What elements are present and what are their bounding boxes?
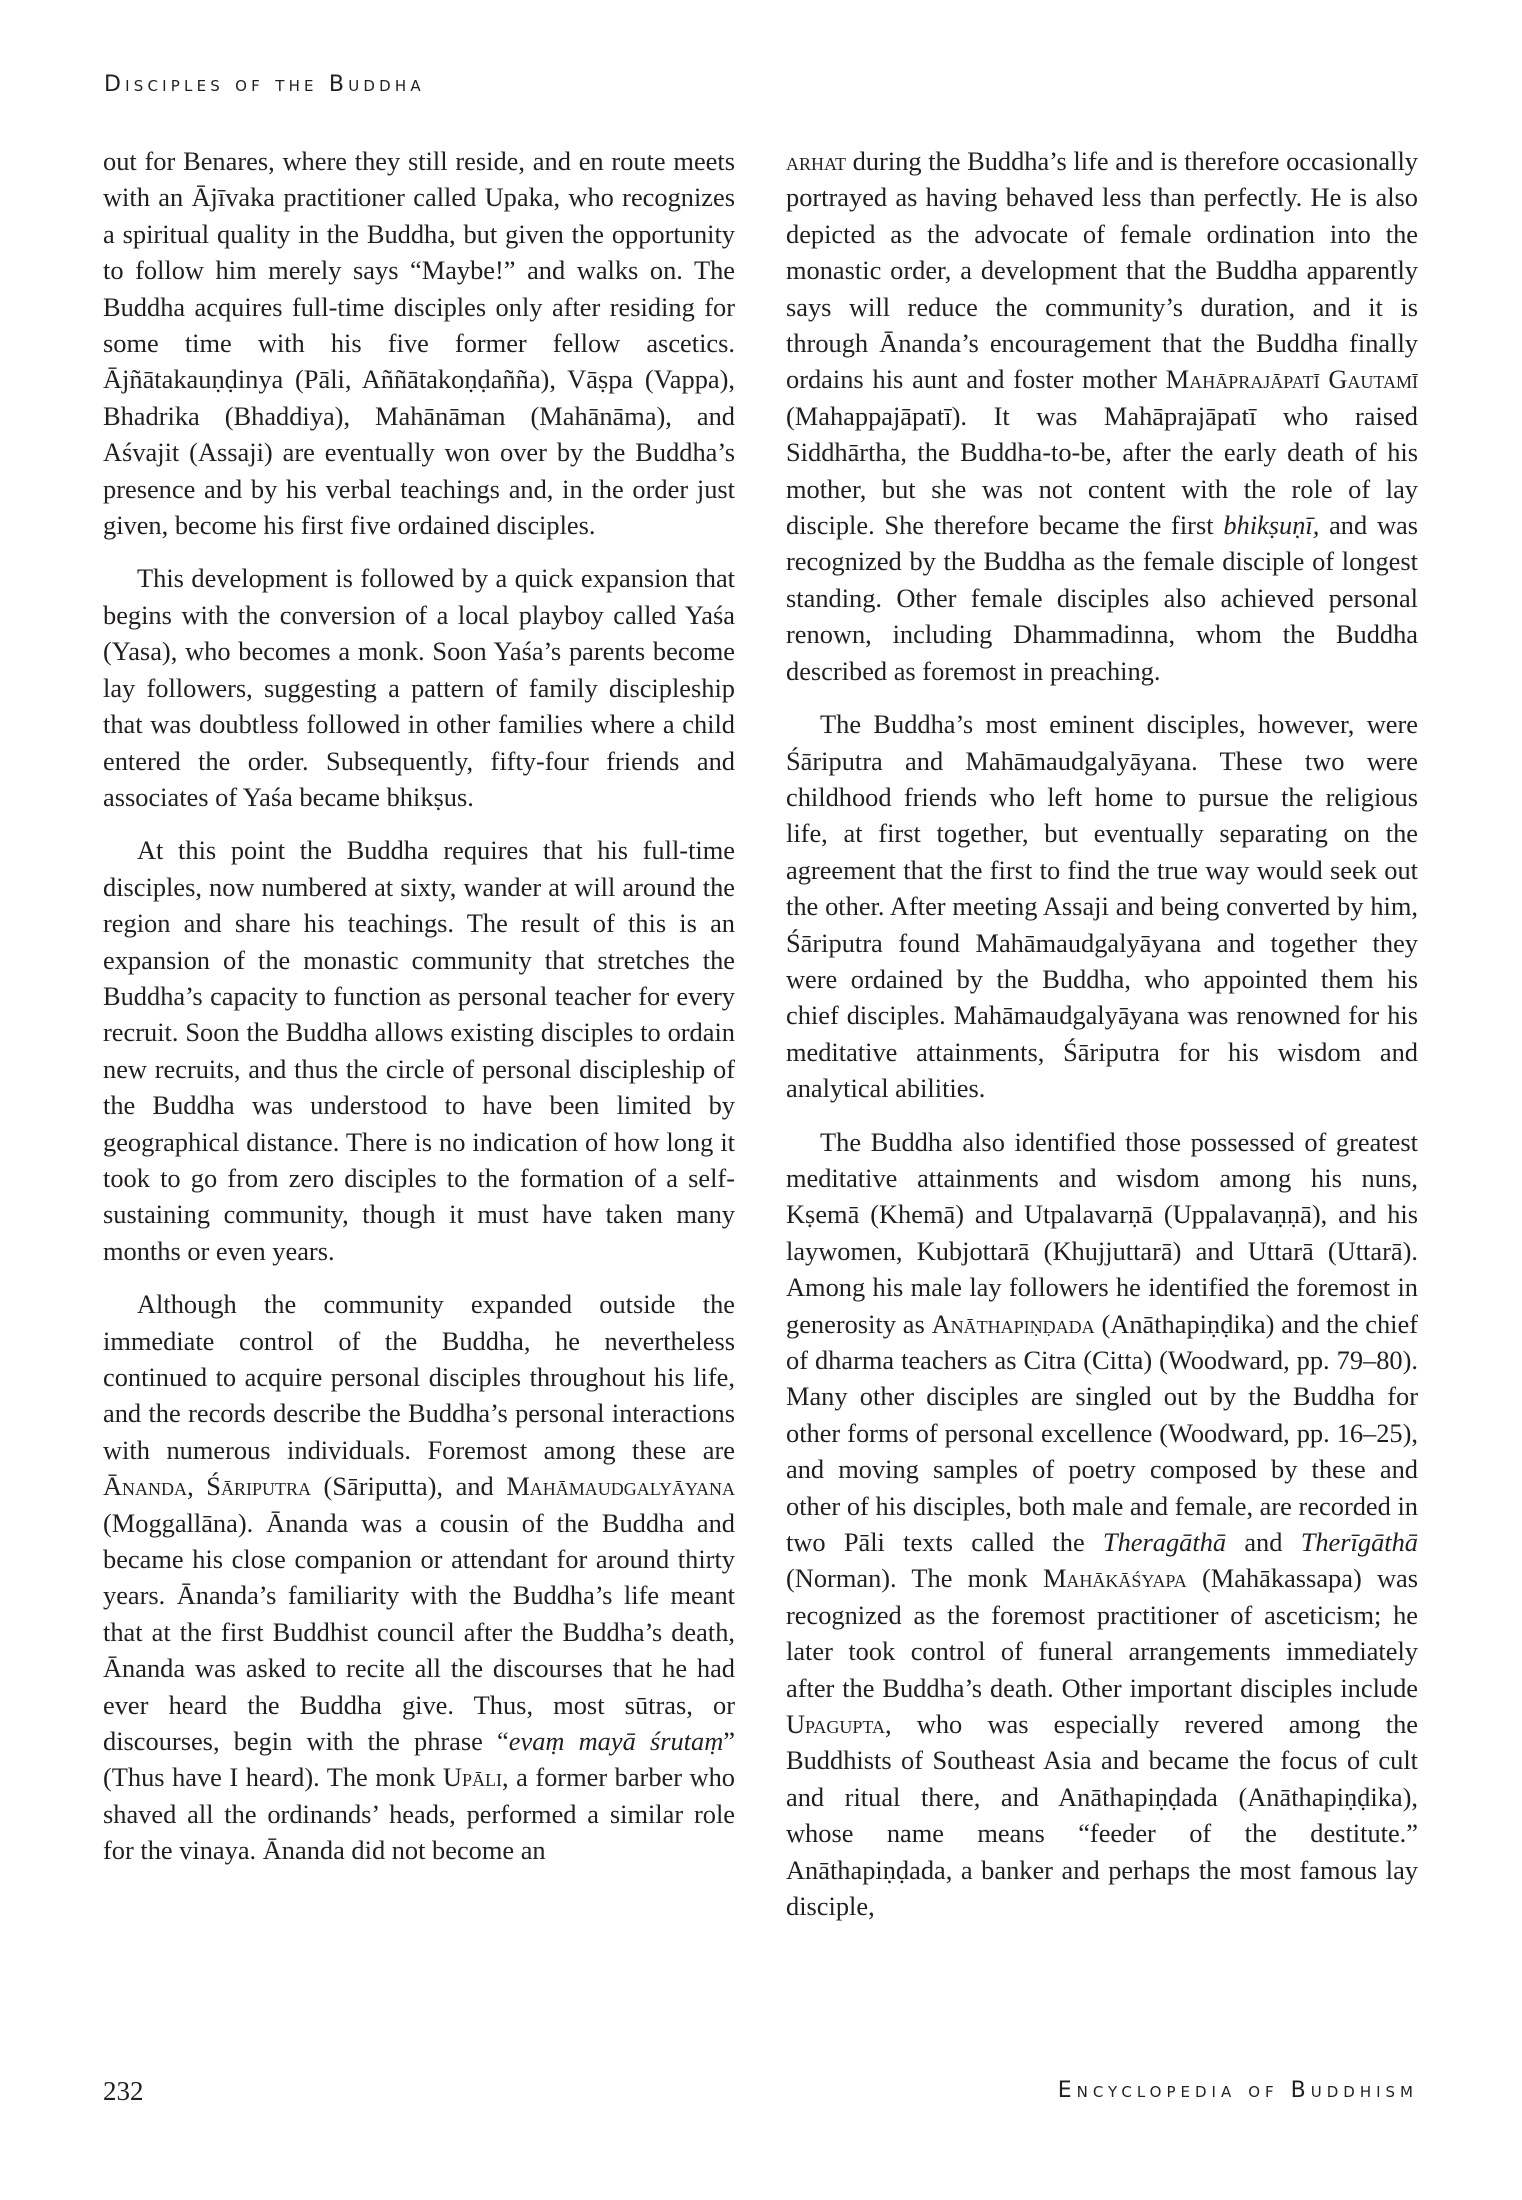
italic-term: Theragāthā: [1102, 1527, 1227, 1558]
text-run: (Mahākassapa) was recognized as the foremost practitioner of asceticism; he later took control of funeral arrangements immediately after the Buddha’s death. Other important disciples include: [786, 1563, 1418, 1703]
body-paragraph: [103, 832, 735, 1269]
cross-reference-term: Anāthapiṇḍada: [931, 1308, 1095, 1339]
text-run: , a former barber who shaved all the ordinands’ heads, performed a similar role for the vinaya. Ānanda did not become an: [103, 1762, 735, 1866]
italic-term: bhikṣuṇī,: [1223, 510, 1320, 541]
text-run: Although the community expanded outside the immediate control of the Buddha, he nevertheless continued to acquire personal disciples throughout his life, and the records describe the Buddha’s personal interactions with numerous individuals. Foremost among these are: [103, 1289, 735, 1465]
text-run: The Buddha’s most eminent disciples, however, were Śāriputra and Mahāmaudgalyāyana. These two were childhood friends who left home to pursue the religious life, at first together, but eventually separating on the agreement that the first to find the true way would seek out the other. After meeting Assaji and being converted by him, Śāriputra found Mahāmaudgalyāyana and together they were ordained by the Buddha, who appointed them his chief disciples. Mahāmaudgalyāyana was renowned for his meditative attainments, Śāriputra for his wisdom and analytical abilities.: [786, 709, 1418, 1104]
text-run: ” (Thus have I heard). The monk: [103, 1726, 735, 1793]
cross-reference-term: Śāriputra: [206, 1471, 311, 1502]
italic-term: evaṃ mayā śrutaṃ: [508, 1726, 724, 1757]
cross-reference-term: Mahāprajāpatī Gautamī: [1165, 364, 1418, 395]
text-run: (Anāthapiṇḍika) and the chief of dharma teachers as Citra (Citta) (Woodward, pp. 79–80). Many other disciples are singled out by the Buddha for other forms of personal excellence (Woodward, pp. 16–25), and moving samples of poetry composed by these and other of his disciples, both male and female, are recorded in two Pāli texts called the: [786, 1308, 1418, 1558]
left-column: [103, 143, 735, 1886]
text-run: and was recognized by the Buddha as the female disciple of longest standing. Other female disciples also achieved personal renown, including Dhammadinna, whom the Buddha described as foremost in preaching.: [786, 510, 1418, 686]
page-number: 232: [103, 2076, 144, 2106]
text-run: and: [1226, 1527, 1301, 1558]
text-run: during the Buddha’s life and is therefore occasionally portrayed as having behaved less than perfectly. He is also depicted as the advocate of female ordination into the monastic order, a development that the Buddha apparently says will reduce the community’s duration, and it is through Ānanda’s encouragement that the Buddha finally ordains his aunt and foster mother: [786, 146, 1418, 395]
cross-reference-term: Upagupta: [786, 1709, 885, 1740]
text-run: ,: [187, 1471, 207, 1502]
body-paragraph: [786, 706, 1418, 1106]
text-run: , who was especially revered among the Buddhists of Southeast Asia and became the focus of cult and ritual there, and Anāthapiṇḍada (Anāthapiṇḍika), whose name means “feeder of the destitute.” Anāthapiṇḍada, a banker and perhaps the most famous lay disciple,: [786, 1709, 1418, 1922]
cross-reference-term: arhat: [786, 146, 847, 176]
cross-reference-term: Ānanda: [103, 1471, 188, 1502]
book-title: Encyclopedia of Buddhism: [1057, 2078, 1418, 2103]
text-run: (Norman). The monk: [786, 1563, 1043, 1594]
cross-reference-term: Upāli: [442, 1762, 502, 1793]
text-run: out for Benares, where they still reside, and en route meets with an Ājīvaka practitioner called Upaka, who recognizes a spiritual quality in the Buddha, but given the opportunity to follow him merely says “Maybe!” and walks on. The Buddha acquires full-time disciples only after residing for some time with his five former fellow ascetics. Ājñātakauṇḍinya (Pāli, Aññātakoṇḍañña), Vāṣpa (Vappa), Bhadrika (Bhaddiya), Mahānāman (Mahānāma), and Aśvajit (Assaji) are eventually won over by the Buddha’s presence and by his verbal teachings and, in the order just given, become his first five ordained disciples.: [103, 146, 735, 541]
cross-reference-term: Mahākāśyapa: [1042, 1563, 1187, 1594]
cross-reference-term: Mahāmaudgalyāyana: [506, 1471, 735, 1502]
italic-term: Therīgāthā: [1300, 1527, 1418, 1558]
text-run: (Mahappajāpatī). It was Mahāprajāpatī who raised Siddhārtha, the Buddha-to-be, after the early death of his mother, but she was not content with the role of lay disciple. She therefore became the first: [786, 400, 1418, 541]
text-run: This development is followed by a quick expansion that begins with the conversion of a local playboy called Yaśa (Yasa), who becomes a monk. Soon Yaśa’s parents become lay followers, suggesting a pattern of family discipleship that was doubtless followed in other families where a child entered the order. Subsequently, fifty-four friends and associates of Yaśa became bhikṣus.: [103, 563, 735, 812]
body-paragraph: [786, 1124, 1418, 1925]
text-run: (Moggallāna). Ānanda was a cousin of the Buddha and became his close companion or attendant for around thirty years. Ānanda’s familiarity with the Buddha’s life meant that at the first Buddhist council after the Buddha’s death, Ānanda was asked to recite all the discourses that he had ever heard the Buddha give. Thus, most sūtras, or discourses, begin with the phrase “: [103, 1507, 735, 1757]
running-head: Disciples of the Buddha: [104, 72, 425, 97]
body-paragraph: [103, 1286, 735, 1869]
body-paragraph: [103, 560, 735, 815]
right-column: [786, 143, 1418, 1942]
text-run: At this point the Buddha requires that his full-time disciples, now numbered at sixty, wander at will around the region and share his teachings. The result of this is an expansion of the monastic community that stretches the Buddha’s capacity to function as personal teacher for every recruit. Soon the Buddha allows existing disciples to ordain new recruits, and thus the circle of personal discipleship of the Buddha was understood to have been limited by geographical distance. There is no indication of how long it took to go from zero disciples to the formation of a self-sustaining community, though it must have taken many months or even years.: [103, 835, 735, 1266]
body-paragraph: [786, 143, 1418, 689]
text-run: The Buddha also identified those possessed of greatest meditative attainments and wisdom among his nuns, Kṣemā (Khemā) and Utpalavarṇā (Uppalavaṇṇā), and his laywomen, Kubjottarā (Khujjuttarā) and Uttarā (Uttarā). Among his male lay followers he identified the foremost in generosity as: [786, 1126, 1418, 1339]
text-run: (Sāriputta), and: [310, 1471, 507, 1502]
body-paragraph: [103, 143, 735, 543]
